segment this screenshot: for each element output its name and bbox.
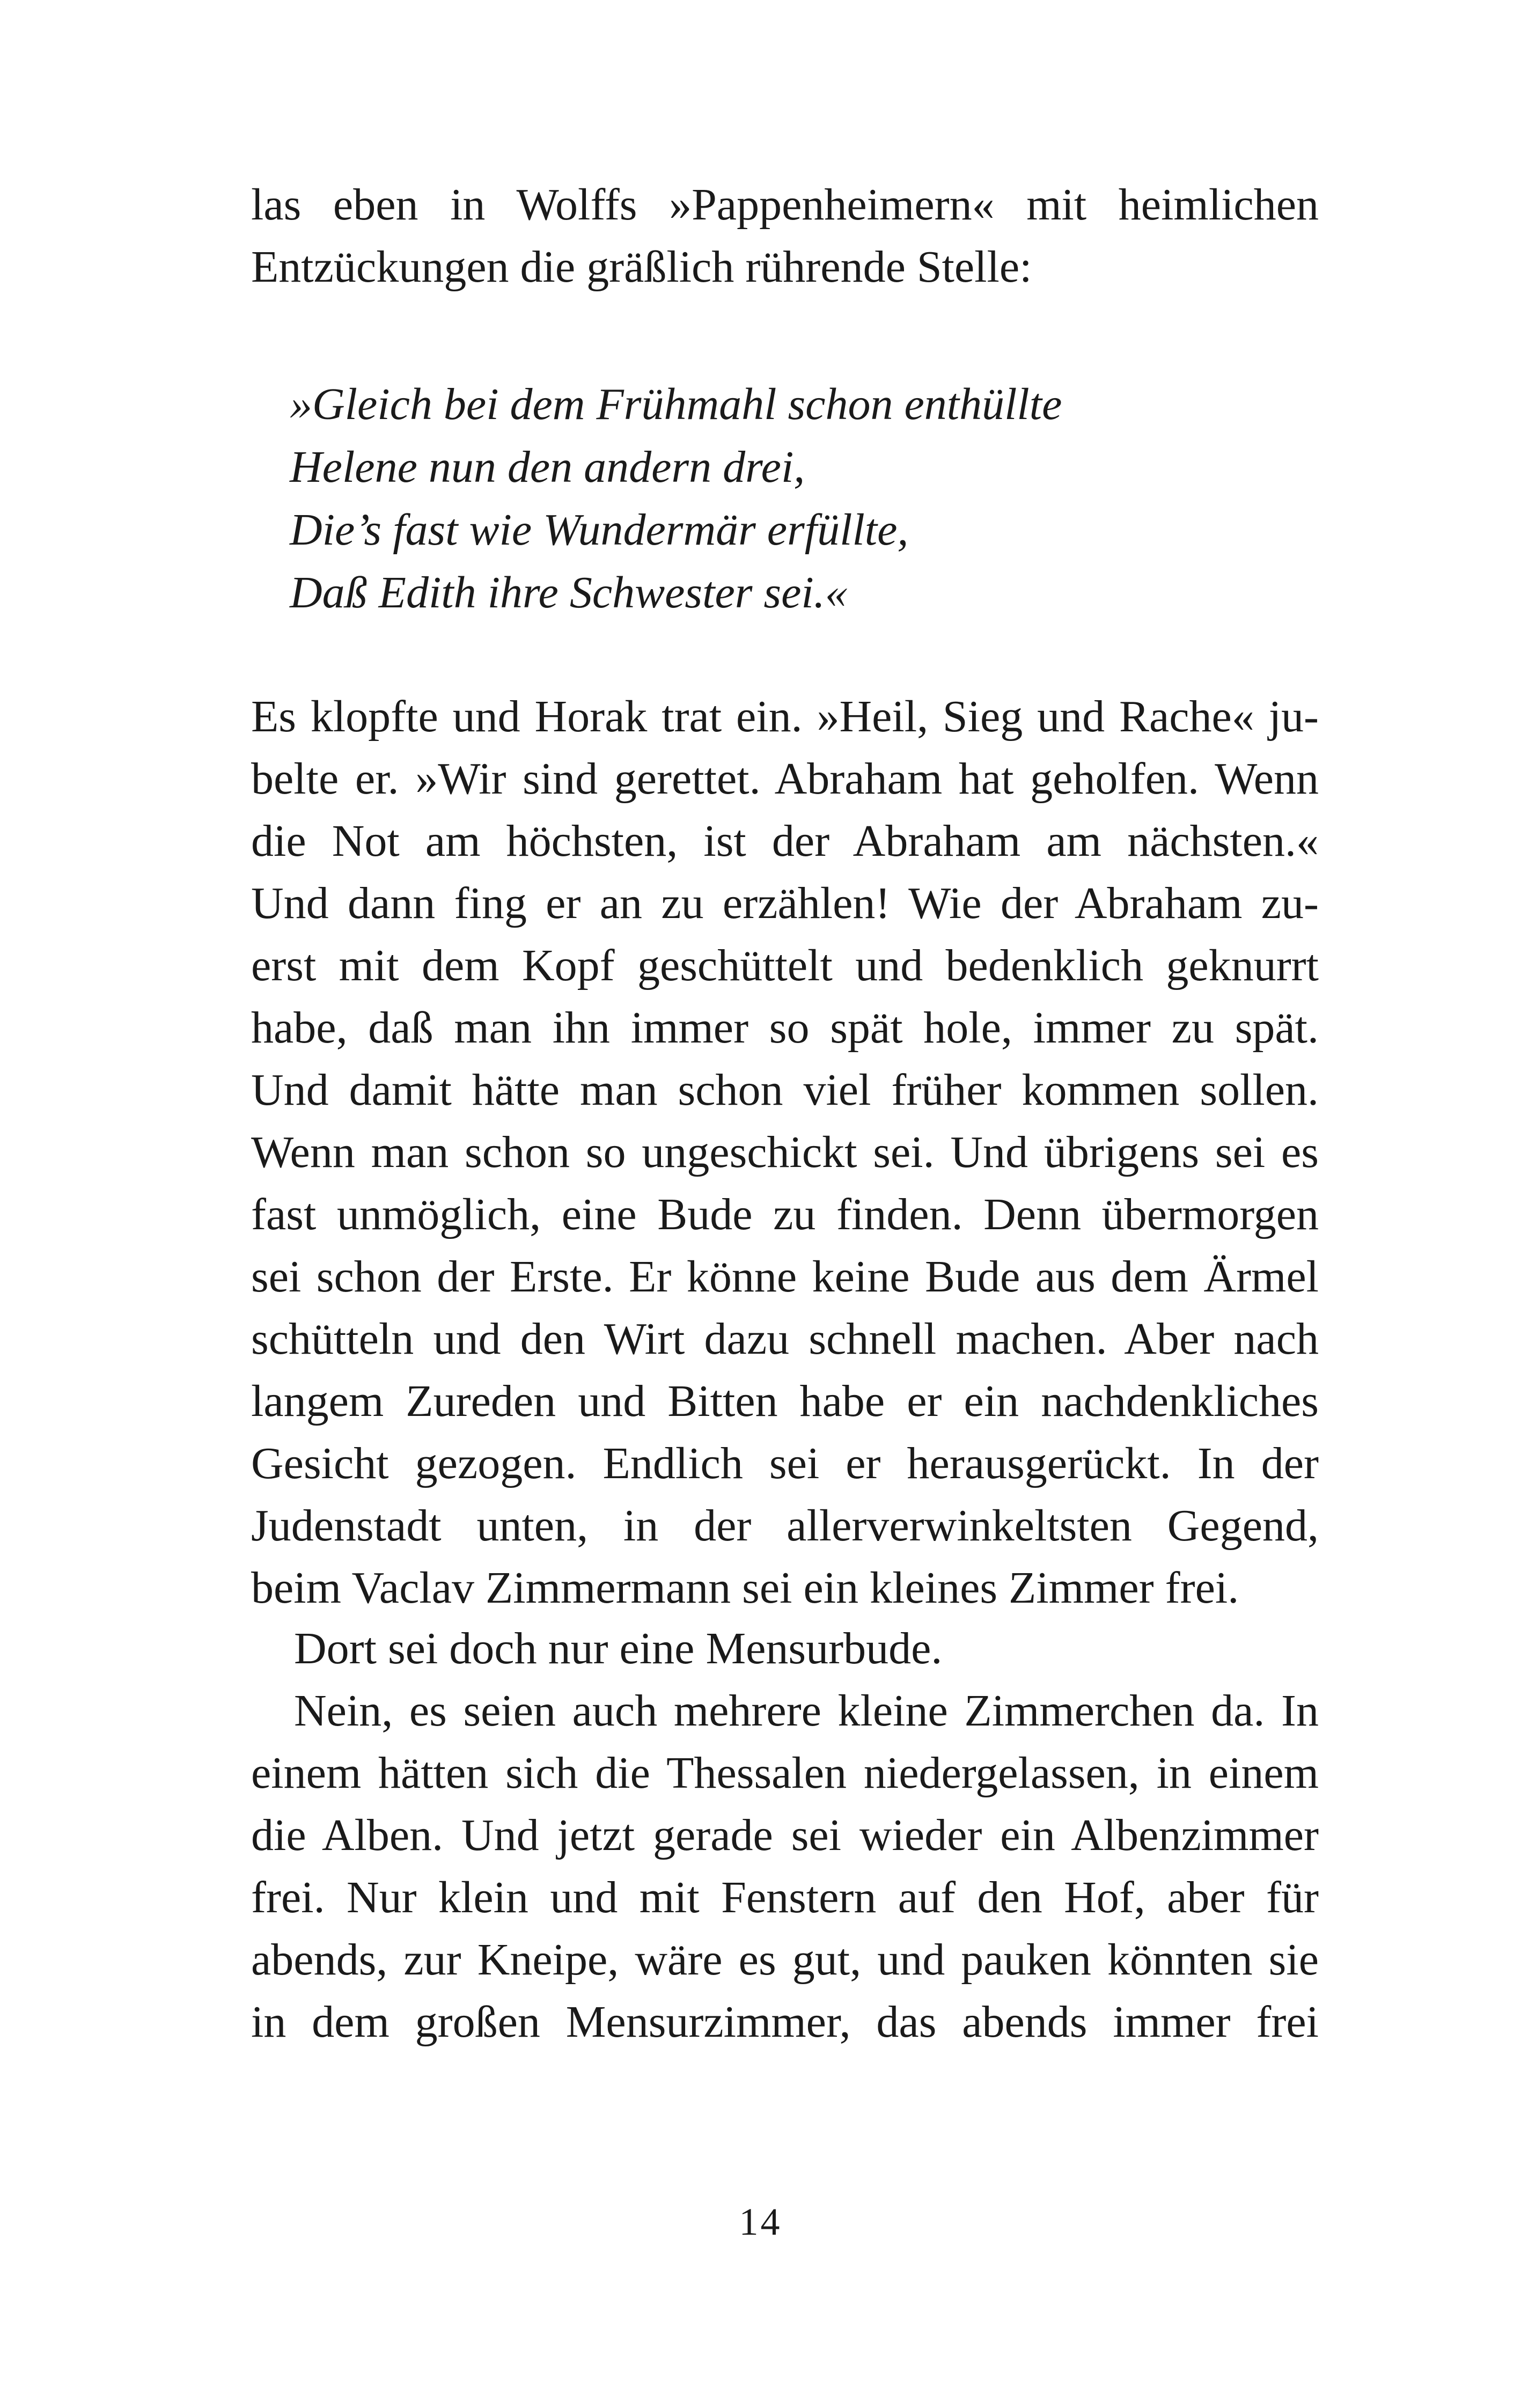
dort-paragraph <box>251 1618 1319 1680</box>
verse-line: Daß Edith ihre Schwester sei.« <box>290 568 848 618</box>
verse-quote <box>290 373 1062 624</box>
text-line: Gesicht gezogen. Endlich sei er herausgerückt. In der <box>251 1438 1319 1488</box>
main-paragraph <box>251 686 1319 1619</box>
text-line: Und damit hätte man schon viel früher kommen sollen. <box>251 1065 1319 1115</box>
text-line: einem hätten sich die Thessalen niedergelassen, in einem <box>251 1748 1319 1798</box>
text-line: erst mit dem Kopf geschüttelt und bedenklich geknurrt <box>251 941 1319 990</box>
page-number: 14 <box>739 2200 782 2243</box>
text-line: frei. Nur klein und mit Fenstern auf den Hof, aber für <box>251 1873 1319 1922</box>
verse-line: Die’s fast wie Wundermär erfüllte, <box>290 505 909 555</box>
text-line: die Not am höchsten, ist der Abraham am nächsten.« <box>251 816 1319 866</box>
text-line: habe, daß man ihn immer so spät hole, immer zu spät. <box>251 1003 1319 1053</box>
text-line: sei schon der Erste. Er könne keine Bude aus dem Ärmel <box>251 1252 1319 1302</box>
intro-paragraph <box>251 174 1319 298</box>
text-line: langem Zureden und Bitten habe er ein nachdenkliches <box>251 1376 1319 1426</box>
text-line: Nein, es seien auch mehrere kleine Zimmerchen da. In <box>294 1686 1319 1736</box>
verse-line: »Gleich bei dem Frühmahl schon enthüllte <box>290 379 1062 429</box>
verse-line: Helene nun den andern drei, <box>290 442 805 492</box>
text-line: belte er. »Wir sind gerettet. Abraham hat geholfen. Wenn <box>251 754 1319 804</box>
text-line: abends, zur Kneipe, wäre es gut, und pauken könnten sie <box>251 1935 1319 1985</box>
text-line: beim Vaclav Zimmermann sei ein kleines Zimmer frei. <box>251 1563 1239 1613</box>
text-line: schütteln und den Wirt dazu schnell machen. Aber nach <box>251 1314 1319 1364</box>
text-line: in dem großen Mensurzimmer, das abends immer frei <box>251 1997 1319 2047</box>
text-line: las eben in Wolffs »Pappenheimern« mit heimlichen <box>251 180 1319 230</box>
text-line: Wenn man schon so ungeschickt sei. Und übrigens sei es <box>251 1127 1319 1177</box>
nein-paragraph <box>251 1680 1319 2053</box>
text-line: Entzückungen die gräßlich rührende Stelle: <box>251 242 1032 292</box>
text-line: Dort sei doch nur eine Mensurbude. <box>294 1624 943 1673</box>
text-line: die Alben. Und jetzt gerade sei wieder ein Albenzimmer <box>251 1810 1319 1860</box>
text-line: fast unmöglich, eine Bude zu finden. Denn übermorgen <box>251 1190 1319 1239</box>
text-line: Und dann fing er an zu erzählen! Wie der Abraham zu- <box>251 878 1319 928</box>
text-line: Judenstadt unten, in der allerverwinkeltsten Gegend, <box>251 1501 1319 1551</box>
text-line: Es klopfte und Horak trat ein. »Heil, Sieg und Rache« ju- <box>251 692 1319 742</box>
